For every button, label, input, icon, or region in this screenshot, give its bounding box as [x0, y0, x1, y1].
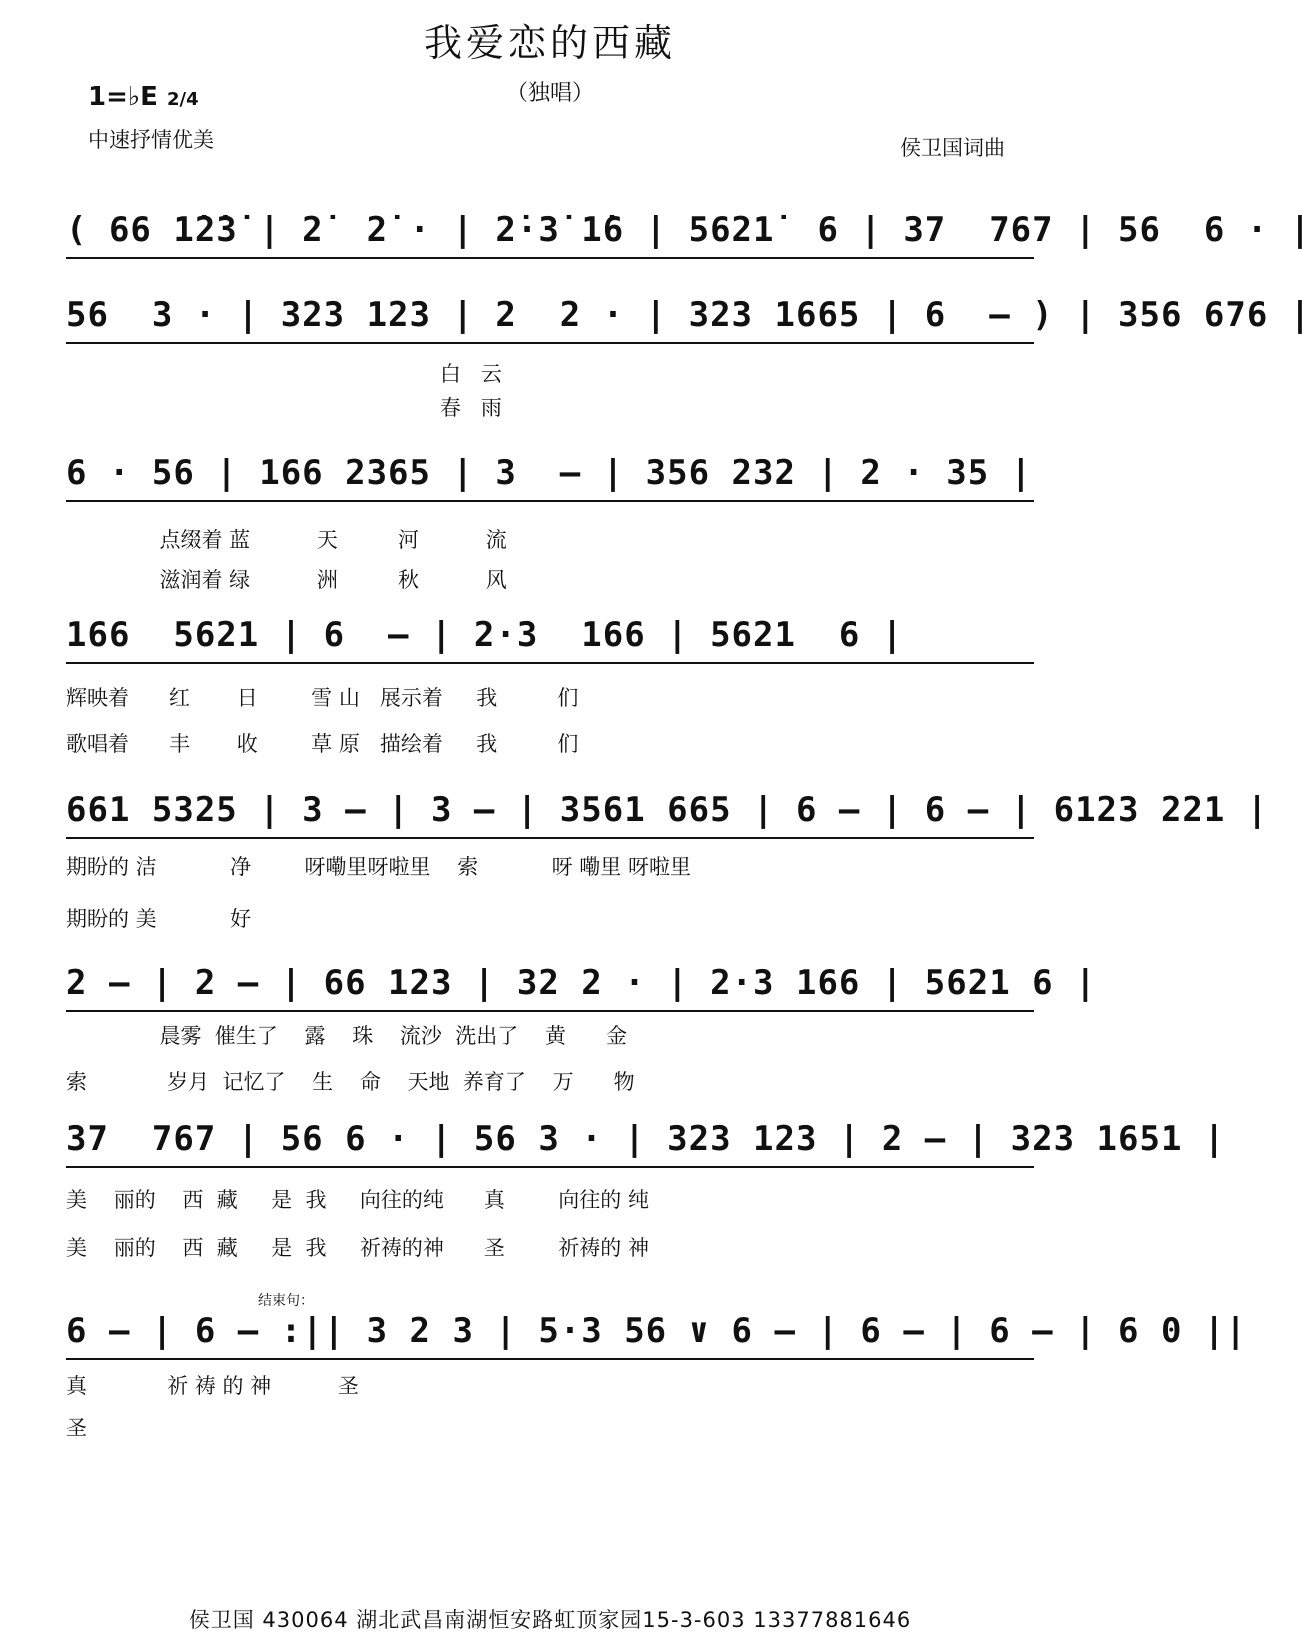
time-signature: 2/4 — [166, 89, 199, 110]
lyrics-verse-2: 美 丽的 西 藏 是 我 祈祷的神 圣 祈祷的 神 — [66, 1236, 649, 1260]
beam-lines — [66, 662, 1034, 664]
beam-lines — [66, 342, 1034, 344]
contact-footer: 侯卫国 430064 湖北武昌南湖恒安路虹顶家园15-3-603 13377881646 — [188, 1608, 912, 1632]
beam-lines — [66, 1358, 1034, 1360]
lyrics-verse-1: 辉映着 红 日 雪 山 展示着 我 们 — [66, 686, 579, 710]
lyrics-verse-1: 期盼的 洁 净 呀嘞里呀啦里 索 呀 嘞里 呀啦里 — [66, 855, 691, 879]
lyrics-verse-2: 歌唱着 丰 收 草 原 描绘着 我 们 — [66, 732, 579, 756]
key-signature — [88, 82, 199, 112]
beam-lines — [66, 257, 1034, 259]
lyrics-verse-2: 滋润着 绿 洲 秋 风 — [66, 568, 507, 592]
beam-lines — [66, 500, 1034, 502]
lyrics-verse-1: 真 祈 祷 的 神 圣 — [66, 1374, 359, 1398]
notation-line: ( 66 1̇2̇3̇ | 2̇ 2̇ · | 2̇·3̇ 1̇6 | 5621̇ 6 | 37 767 | 56 6 · | — [66, 210, 1311, 250]
tempo-marking: 中速抒情优美 — [88, 128, 214, 152]
lyrics-verse-2: 期盼的 美 好 — [66, 907, 252, 931]
key-label: 1=♭E — [88, 82, 158, 112]
lyrics-verse-2: 春 雨 — [66, 396, 502, 420]
song-subtitle: （独唱） — [505, 81, 594, 106]
lyrics-verse-1: 美 丽的 西 藏 是 我 向往的纯 真 向往的 纯 — [66, 1188, 649, 1212]
beam-lines — [66, 837, 1034, 839]
composer-credit: 侯卫国词曲 — [900, 136, 1005, 160]
notation-line: 2 — | 2 — | 66 123 | 32 2 · | 2·3 166 | 5621 6 | — [66, 963, 1097, 1003]
notation-line: 6 — | 6 — :|| 3 2 3 | 5·3 56 ∨ 6 — | 6 — | 6 — | 6 0 || — [66, 1311, 1247, 1351]
beam-lines — [66, 1166, 1034, 1168]
song-title: 我爱恋的西藏 — [423, 21, 676, 65]
lyrics-verse-1: 白 云 — [66, 362, 502, 386]
beam-lines — [66, 1010, 1034, 1012]
notation-line: 6 · 56 | 166 2365 | 3 — | 356 232 | 2 · 35 | — [66, 453, 1033, 493]
lyrics-verse-2: 索 岁月 记忆了 生 命 天地 养育了 万 物 — [66, 1070, 635, 1094]
lyrics-verse-2: 圣 — [66, 1416, 87, 1440]
ending-label: 结束句： — [258, 1293, 314, 1309]
lyrics-verse-1: 晨雾 催生了 露 珠 流沙 洗出了 黄 金 — [66, 1024, 628, 1048]
lyrics-verse-1: 点缀着 蓝 天 河 流 — [66, 528, 507, 552]
notation-line: 166 5621 | 6 — | 2·3 166 | 5621 6 | — [66, 615, 904, 655]
notation-line: 661 5325 | 3 — | 3 — | 3561 665 | 6 — | 6 — | 6123 221 | — [66, 790, 1269, 830]
notation-line: 56 3 · | 323 123 | 2 2 · | 323 1665 | 6 — ) | 356 676 | — [66, 295, 1311, 335]
notation-line: 37 767 | 56 6 · | 56 3 · | 323 123 | 2 — | 323 1651 | — [66, 1119, 1226, 1159]
